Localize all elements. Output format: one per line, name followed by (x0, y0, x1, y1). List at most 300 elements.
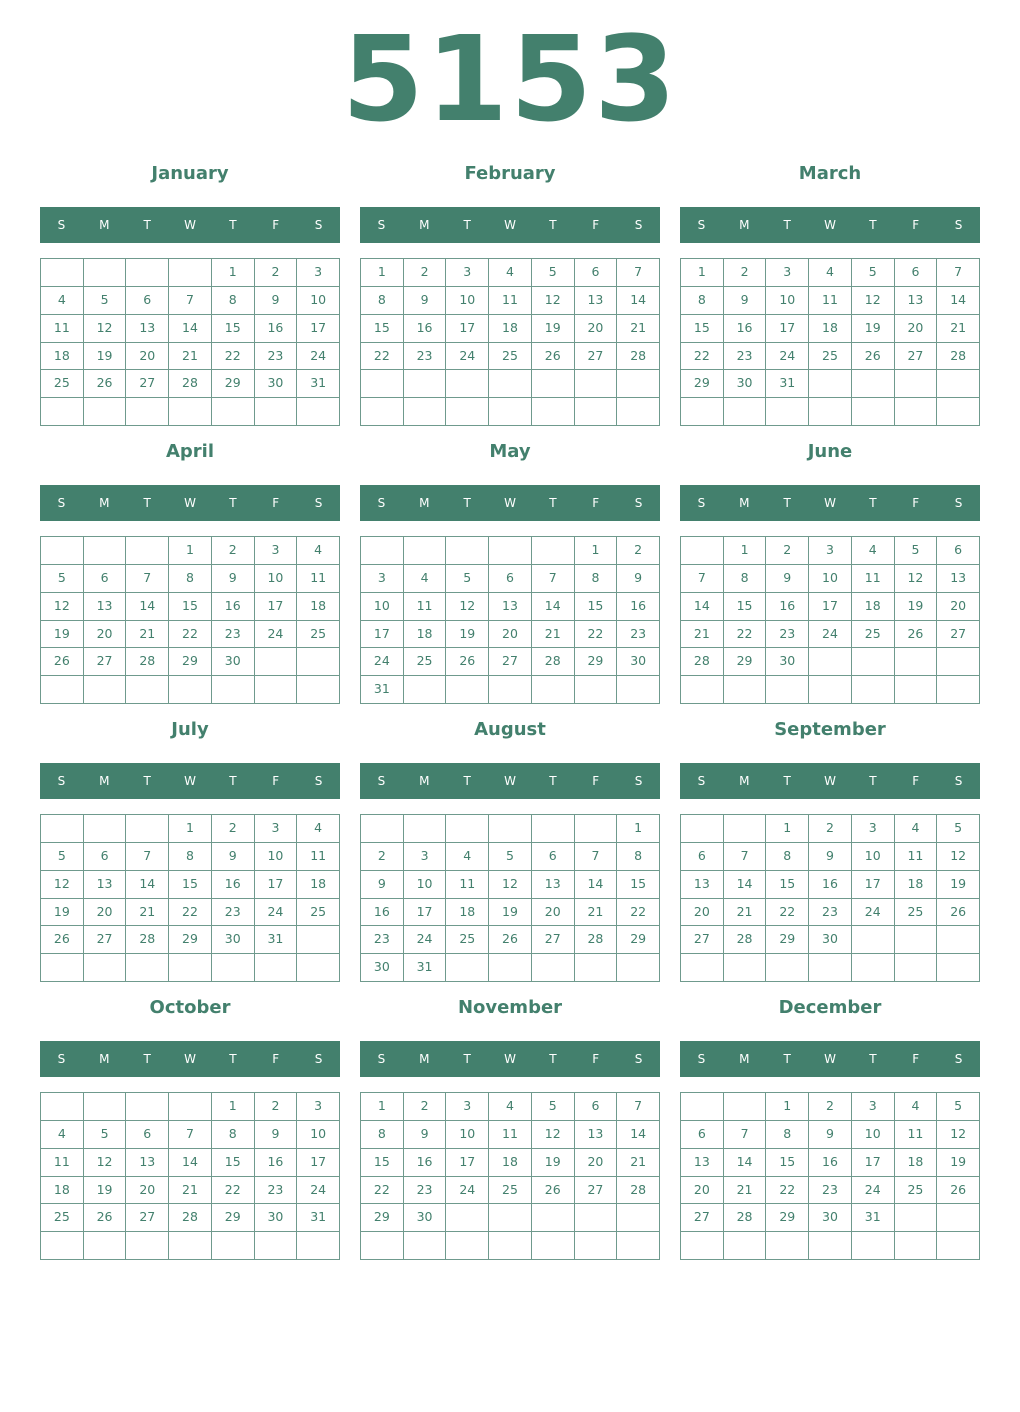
day-cell[interactable]: 25 (404, 648, 447, 676)
day-cell[interactable]: 3 (766, 259, 809, 287)
day-cell[interactable]: 23 (255, 343, 298, 371)
day-cell[interactable]: 23 (361, 926, 404, 954)
day-cell[interactable]: 8 (766, 1121, 809, 1149)
day-cell[interactable]: 30 (255, 370, 298, 398)
day-cell[interactable]: 23 (766, 621, 809, 649)
day-cell[interactable]: 13 (84, 593, 127, 621)
day-cell[interactable]: 8 (361, 1121, 404, 1149)
day-cell[interactable]: 22 (617, 899, 660, 927)
day-cell[interactable]: 22 (169, 621, 212, 649)
day-cell[interactable]: 18 (852, 593, 895, 621)
day-cell[interactable]: 28 (724, 926, 767, 954)
day-cell[interactable]: 26 (532, 1177, 575, 1205)
day-cell[interactable]: 25 (895, 1177, 938, 1205)
day-cell[interactable]: 3 (255, 815, 298, 843)
day-cell[interactable]: 22 (361, 1177, 404, 1205)
day-cell[interactable]: 26 (937, 1177, 980, 1205)
day-cell[interactable]: 6 (532, 843, 575, 871)
day-cell[interactable]: 20 (575, 315, 618, 343)
day-cell[interactable]: 15 (575, 593, 618, 621)
day-cell[interactable]: 25 (297, 621, 340, 649)
day-cell[interactable]: 17 (446, 315, 489, 343)
day-cell[interactable]: 29 (575, 648, 618, 676)
day-cell[interactable]: 6 (575, 259, 618, 287)
day-cell[interactable]: 11 (489, 1121, 532, 1149)
day-cell[interactable]: 4 (489, 259, 532, 287)
day-cell[interactable]: 27 (126, 1204, 169, 1232)
day-cell[interactable]: 6 (681, 1121, 724, 1149)
day-cell[interactable]: 3 (446, 1093, 489, 1121)
day-cell[interactable]: 10 (255, 565, 298, 593)
day-cell[interactable]: 31 (297, 1204, 340, 1232)
day-cell[interactable]: 21 (169, 1177, 212, 1205)
day-cell[interactable]: 14 (617, 1121, 660, 1149)
day-cell[interactable]: 4 (297, 815, 340, 843)
day-cell[interactable]: 21 (617, 1149, 660, 1177)
day-cell[interactable]: 31 (852, 1204, 895, 1232)
day-cell[interactable]: 5 (852, 259, 895, 287)
day-cell[interactable]: 23 (404, 1177, 447, 1205)
day-cell[interactable]: 23 (809, 1177, 852, 1205)
day-cell[interactable]: 1 (212, 1093, 255, 1121)
day-cell[interactable]: 19 (84, 343, 127, 371)
day-cell[interactable]: 20 (489, 621, 532, 649)
day-cell[interactable]: 14 (724, 871, 767, 899)
day-cell[interactable]: 26 (446, 648, 489, 676)
day-cell[interactable]: 11 (404, 593, 447, 621)
day-cell[interactable]: 27 (895, 343, 938, 371)
day-cell[interactable]: 2 (404, 1093, 447, 1121)
day-cell[interactable]: 31 (297, 370, 340, 398)
day-cell[interactable]: 14 (169, 315, 212, 343)
day-cell[interactable]: 25 (41, 1204, 84, 1232)
day-cell[interactable]: 7 (617, 1093, 660, 1121)
day-cell[interactable]: 28 (937, 343, 980, 371)
day-cell[interactable]: 19 (937, 871, 980, 899)
day-cell[interactable]: 16 (361, 899, 404, 927)
day-cell[interactable]: 31 (404, 954, 447, 982)
day-cell[interactable]: 5 (84, 287, 127, 315)
day-cell[interactable]: 10 (766, 287, 809, 315)
day-cell[interactable]: 15 (169, 593, 212, 621)
day-cell[interactable]: 5 (41, 843, 84, 871)
day-cell[interactable]: 11 (895, 1121, 938, 1149)
day-cell[interactable]: 17 (297, 315, 340, 343)
day-cell[interactable]: 5 (41, 565, 84, 593)
day-cell[interactable]: 15 (766, 1149, 809, 1177)
day-cell[interactable]: 23 (809, 899, 852, 927)
day-cell[interactable]: 20 (681, 899, 724, 927)
day-cell[interactable]: 18 (404, 621, 447, 649)
day-cell[interactable]: 21 (681, 621, 724, 649)
day-cell[interactable]: 9 (212, 843, 255, 871)
day-cell[interactable]: 29 (169, 648, 212, 676)
day-cell[interactable]: 30 (212, 926, 255, 954)
day-cell[interactable]: 18 (895, 871, 938, 899)
day-cell[interactable]: 16 (255, 1149, 298, 1177)
day-cell[interactable]: 27 (681, 926, 724, 954)
day-cell[interactable]: 22 (361, 343, 404, 371)
day-cell[interactable]: 26 (937, 899, 980, 927)
day-cell[interactable]: 10 (297, 287, 340, 315)
day-cell[interactable]: 30 (724, 370, 767, 398)
day-cell[interactable]: 15 (361, 315, 404, 343)
day-cell[interactable]: 28 (681, 648, 724, 676)
day-cell[interactable]: 14 (617, 287, 660, 315)
day-cell[interactable]: 16 (809, 871, 852, 899)
day-cell[interactable]: 19 (852, 315, 895, 343)
day-cell[interactable]: 2 (212, 815, 255, 843)
day-cell[interactable]: 13 (681, 871, 724, 899)
day-cell[interactable]: 17 (809, 593, 852, 621)
day-cell[interactable]: 23 (617, 621, 660, 649)
day-cell[interactable]: 31 (361, 676, 404, 704)
day-cell[interactable]: 13 (895, 287, 938, 315)
day-cell[interactable]: 3 (361, 565, 404, 593)
day-cell[interactable]: 14 (532, 593, 575, 621)
day-cell[interactable]: 1 (361, 259, 404, 287)
day-cell[interactable]: 19 (41, 621, 84, 649)
day-cell[interactable]: 9 (212, 565, 255, 593)
day-cell[interactable]: 24 (297, 343, 340, 371)
day-cell[interactable]: 4 (297, 537, 340, 565)
day-cell[interactable]: 11 (809, 287, 852, 315)
day-cell[interactable]: 12 (489, 871, 532, 899)
day-cell[interactable]: 2 (212, 537, 255, 565)
day-cell[interactable]: 6 (681, 843, 724, 871)
day-cell[interactable]: 7 (169, 287, 212, 315)
day-cell[interactable]: 21 (126, 621, 169, 649)
day-cell[interactable]: 28 (126, 648, 169, 676)
day-cell[interactable]: 26 (41, 648, 84, 676)
day-cell[interactable]: 18 (41, 1177, 84, 1205)
day-cell[interactable]: 4 (41, 1121, 84, 1149)
day-cell[interactable]: 2 (809, 815, 852, 843)
day-cell[interactable]: 7 (724, 843, 767, 871)
day-cell[interactable]: 6 (84, 565, 127, 593)
day-cell[interactable]: 30 (212, 648, 255, 676)
day-cell[interactable]: 16 (255, 315, 298, 343)
day-cell[interactable]: 27 (489, 648, 532, 676)
day-cell[interactable]: 28 (169, 370, 212, 398)
day-cell[interactable]: 23 (724, 343, 767, 371)
day-cell[interactable]: 16 (404, 315, 447, 343)
day-cell[interactable]: 26 (895, 621, 938, 649)
day-cell[interactable]: 9 (809, 1121, 852, 1149)
day-cell[interactable]: 4 (41, 287, 84, 315)
day-cell[interactable]: 24 (809, 621, 852, 649)
day-cell[interactable]: 11 (297, 843, 340, 871)
day-cell[interactable]: 29 (212, 1204, 255, 1232)
day-cell[interactable]: 26 (41, 926, 84, 954)
day-cell[interactable]: 15 (617, 871, 660, 899)
day-cell[interactable]: 8 (169, 565, 212, 593)
day-cell[interactable]: 22 (766, 899, 809, 927)
day-cell[interactable]: 12 (41, 593, 84, 621)
day-cell[interactable]: 14 (126, 593, 169, 621)
day-cell[interactable]: 13 (532, 871, 575, 899)
day-cell[interactable]: 21 (617, 315, 660, 343)
day-cell[interactable]: 13 (575, 1121, 618, 1149)
day-cell[interactable]: 6 (575, 1093, 618, 1121)
day-cell[interactable]: 8 (766, 843, 809, 871)
day-cell[interactable]: 25 (852, 621, 895, 649)
day-cell[interactable]: 4 (489, 1093, 532, 1121)
day-cell[interactable]: 29 (766, 926, 809, 954)
day-cell[interactable]: 14 (575, 871, 618, 899)
day-cell[interactable]: 4 (404, 565, 447, 593)
day-cell[interactable]: 2 (724, 259, 767, 287)
day-cell[interactable]: 27 (532, 926, 575, 954)
day-cell[interactable]: 24 (852, 1177, 895, 1205)
day-cell[interactable]: 5 (532, 259, 575, 287)
day-cell[interactable]: 1 (681, 259, 724, 287)
day-cell[interactable]: 27 (126, 370, 169, 398)
day-cell[interactable]: 10 (361, 593, 404, 621)
day-cell[interactable]: 22 (169, 899, 212, 927)
day-cell[interactable]: 7 (126, 565, 169, 593)
day-cell[interactable]: 7 (681, 565, 724, 593)
day-cell[interactable]: 24 (766, 343, 809, 371)
day-cell[interactable]: 29 (681, 370, 724, 398)
day-cell[interactable]: 13 (126, 1149, 169, 1177)
day-cell[interactable]: 11 (297, 565, 340, 593)
day-cell[interactable]: 9 (255, 1121, 298, 1149)
day-cell[interactable]: 28 (532, 648, 575, 676)
day-cell[interactable]: 5 (895, 537, 938, 565)
day-cell[interactable]: 8 (575, 565, 618, 593)
day-cell[interactable]: 10 (446, 287, 489, 315)
day-cell[interactable]: 10 (852, 843, 895, 871)
day-cell[interactable]: 30 (617, 648, 660, 676)
day-cell[interactable]: 28 (617, 343, 660, 371)
day-cell[interactable]: 8 (361, 287, 404, 315)
day-cell[interactable]: 12 (937, 843, 980, 871)
day-cell[interactable]: 13 (126, 315, 169, 343)
day-cell[interactable]: 24 (446, 343, 489, 371)
day-cell[interactable]: 3 (446, 259, 489, 287)
day-cell[interactable]: 3 (297, 259, 340, 287)
day-cell[interactable]: 10 (297, 1121, 340, 1149)
day-cell[interactable]: 30 (255, 1204, 298, 1232)
day-cell[interactable]: 30 (809, 1204, 852, 1232)
day-cell[interactable]: 23 (212, 621, 255, 649)
day-cell[interactable]: 3 (297, 1093, 340, 1121)
day-cell[interactable]: 4 (446, 843, 489, 871)
day-cell[interactable]: 26 (532, 343, 575, 371)
day-cell[interactable]: 18 (895, 1149, 938, 1177)
day-cell[interactable]: 28 (169, 1204, 212, 1232)
day-cell[interactable]: 29 (169, 926, 212, 954)
day-cell[interactable]: 15 (766, 871, 809, 899)
day-cell[interactable]: 6 (489, 565, 532, 593)
day-cell[interactable]: 25 (41, 370, 84, 398)
day-cell[interactable]: 19 (937, 1149, 980, 1177)
day-cell[interactable]: 10 (852, 1121, 895, 1149)
day-cell[interactable]: 17 (361, 621, 404, 649)
day-cell[interactable]: 27 (84, 926, 127, 954)
day-cell[interactable]: 7 (724, 1121, 767, 1149)
day-cell[interactable]: 31 (255, 926, 298, 954)
day-cell[interactable]: 1 (766, 815, 809, 843)
day-cell[interactable]: 3 (404, 843, 447, 871)
day-cell[interactable]: 12 (446, 593, 489, 621)
day-cell[interactable]: 20 (532, 899, 575, 927)
day-cell[interactable]: 25 (809, 343, 852, 371)
day-cell[interactable]: 5 (532, 1093, 575, 1121)
day-cell[interactable]: 18 (809, 315, 852, 343)
day-cell[interactable]: 1 (724, 537, 767, 565)
day-cell[interactable]: 4 (809, 259, 852, 287)
day-cell[interactable]: 16 (404, 1149, 447, 1177)
day-cell[interactable]: 15 (681, 315, 724, 343)
day-cell[interactable]: 5 (937, 1093, 980, 1121)
day-cell[interactable]: 20 (575, 1149, 618, 1177)
day-cell[interactable]: 24 (404, 926, 447, 954)
day-cell[interactable]: 8 (724, 565, 767, 593)
day-cell[interactable]: 8 (169, 843, 212, 871)
day-cell[interactable]: 20 (84, 899, 127, 927)
day-cell[interactable]: 14 (169, 1149, 212, 1177)
day-cell[interactable]: 22 (212, 343, 255, 371)
day-cell[interactable]: 28 (724, 1204, 767, 1232)
day-cell[interactable]: 12 (41, 871, 84, 899)
day-cell[interactable]: 2 (361, 843, 404, 871)
day-cell[interactable]: 20 (681, 1177, 724, 1205)
day-cell[interactable]: 12 (852, 287, 895, 315)
day-cell[interactable]: 16 (766, 593, 809, 621)
day-cell[interactable]: 27 (575, 343, 618, 371)
day-cell[interactable]: 28 (126, 926, 169, 954)
day-cell[interactable]: 14 (126, 871, 169, 899)
day-cell[interactable]: 12 (937, 1121, 980, 1149)
day-cell[interactable]: 11 (489, 287, 532, 315)
day-cell[interactable]: 29 (617, 926, 660, 954)
day-cell[interactable]: 2 (255, 1093, 298, 1121)
day-cell[interactable]: 26 (852, 343, 895, 371)
day-cell[interactable]: 13 (575, 287, 618, 315)
day-cell[interactable]: 19 (446, 621, 489, 649)
day-cell[interactable]: 22 (724, 621, 767, 649)
day-cell[interactable]: 7 (532, 565, 575, 593)
day-cell[interactable]: 27 (575, 1177, 618, 1205)
day-cell[interactable]: 29 (361, 1204, 404, 1232)
day-cell[interactable]: 3 (809, 537, 852, 565)
day-cell[interactable]: 24 (255, 621, 298, 649)
day-cell[interactable]: 1 (617, 815, 660, 843)
day-cell[interactable]: 21 (575, 899, 618, 927)
day-cell[interactable]: 25 (489, 1177, 532, 1205)
day-cell[interactable]: 6 (84, 843, 127, 871)
day-cell[interactable]: 11 (41, 315, 84, 343)
day-cell[interactable]: 11 (852, 565, 895, 593)
day-cell[interactable]: 15 (724, 593, 767, 621)
day-cell[interactable]: 12 (532, 287, 575, 315)
day-cell[interactable]: 17 (766, 315, 809, 343)
day-cell[interactable]: 16 (724, 315, 767, 343)
day-cell[interactable]: 2 (617, 537, 660, 565)
day-cell[interactable]: 8 (617, 843, 660, 871)
day-cell[interactable]: 29 (724, 648, 767, 676)
day-cell[interactable]: 12 (84, 1149, 127, 1177)
day-cell[interactable]: 10 (255, 843, 298, 871)
day-cell[interactable]: 15 (212, 1149, 255, 1177)
day-cell[interactable]: 21 (169, 343, 212, 371)
day-cell[interactable]: 12 (532, 1121, 575, 1149)
day-cell[interactable]: 22 (766, 1177, 809, 1205)
day-cell[interactable]: 7 (169, 1121, 212, 1149)
day-cell[interactable]: 12 (895, 565, 938, 593)
day-cell[interactable]: 18 (489, 315, 532, 343)
day-cell[interactable]: 17 (297, 1149, 340, 1177)
day-cell[interactable]: 24 (852, 899, 895, 927)
day-cell[interactable]: 24 (255, 899, 298, 927)
day-cell[interactable]: 23 (255, 1177, 298, 1205)
day-cell[interactable]: 24 (361, 648, 404, 676)
day-cell[interactable]: 17 (404, 899, 447, 927)
day-cell[interactable]: 21 (724, 1177, 767, 1205)
day-cell[interactable]: 15 (212, 315, 255, 343)
day-cell[interactable]: 21 (724, 899, 767, 927)
day-cell[interactable]: 7 (617, 259, 660, 287)
day-cell[interactable]: 16 (617, 593, 660, 621)
day-cell[interactable]: 10 (809, 565, 852, 593)
day-cell[interactable]: 2 (404, 259, 447, 287)
day-cell[interactable]: 6 (126, 287, 169, 315)
day-cell[interactable]: 28 (575, 926, 618, 954)
day-cell[interactable]: 26 (489, 926, 532, 954)
day-cell[interactable]: 8 (681, 287, 724, 315)
day-cell[interactable]: 30 (809, 926, 852, 954)
day-cell[interactable]: 3 (852, 1093, 895, 1121)
day-cell[interactable]: 1 (169, 815, 212, 843)
day-cell[interactable]: 19 (489, 899, 532, 927)
day-cell[interactable]: 10 (404, 871, 447, 899)
day-cell[interactable]: 15 (169, 871, 212, 899)
day-cell[interactable]: 19 (532, 1149, 575, 1177)
day-cell[interactable]: 11 (41, 1149, 84, 1177)
day-cell[interactable]: 11 (895, 843, 938, 871)
day-cell[interactable]: 26 (84, 370, 127, 398)
day-cell[interactable]: 19 (532, 315, 575, 343)
day-cell[interactable]: 18 (489, 1149, 532, 1177)
day-cell[interactable]: 9 (404, 287, 447, 315)
day-cell[interactable]: 14 (681, 593, 724, 621)
day-cell[interactable]: 18 (297, 593, 340, 621)
day-cell[interactable]: 26 (84, 1204, 127, 1232)
day-cell[interactable]: 8 (212, 287, 255, 315)
day-cell[interactable]: 20 (84, 621, 127, 649)
day-cell[interactable]: 29 (766, 1204, 809, 1232)
day-cell[interactable]: 4 (895, 1093, 938, 1121)
day-cell[interactable]: 27 (937, 621, 980, 649)
day-cell[interactable]: 25 (895, 899, 938, 927)
day-cell[interactable]: 1 (169, 537, 212, 565)
day-cell[interactable]: 7 (126, 843, 169, 871)
day-cell[interactable]: 6 (126, 1121, 169, 1149)
day-cell[interactable]: 12 (84, 315, 127, 343)
day-cell[interactable]: 2 (766, 537, 809, 565)
day-cell[interactable]: 6 (937, 537, 980, 565)
day-cell[interactable]: 30 (361, 954, 404, 982)
day-cell[interactable]: 18 (297, 871, 340, 899)
day-cell[interactable]: 11 (446, 871, 489, 899)
day-cell[interactable]: 22 (212, 1177, 255, 1205)
day-cell[interactable]: 13 (681, 1149, 724, 1177)
day-cell[interactable]: 8 (212, 1121, 255, 1149)
day-cell[interactable]: 18 (41, 343, 84, 371)
day-cell[interactable]: 9 (724, 287, 767, 315)
